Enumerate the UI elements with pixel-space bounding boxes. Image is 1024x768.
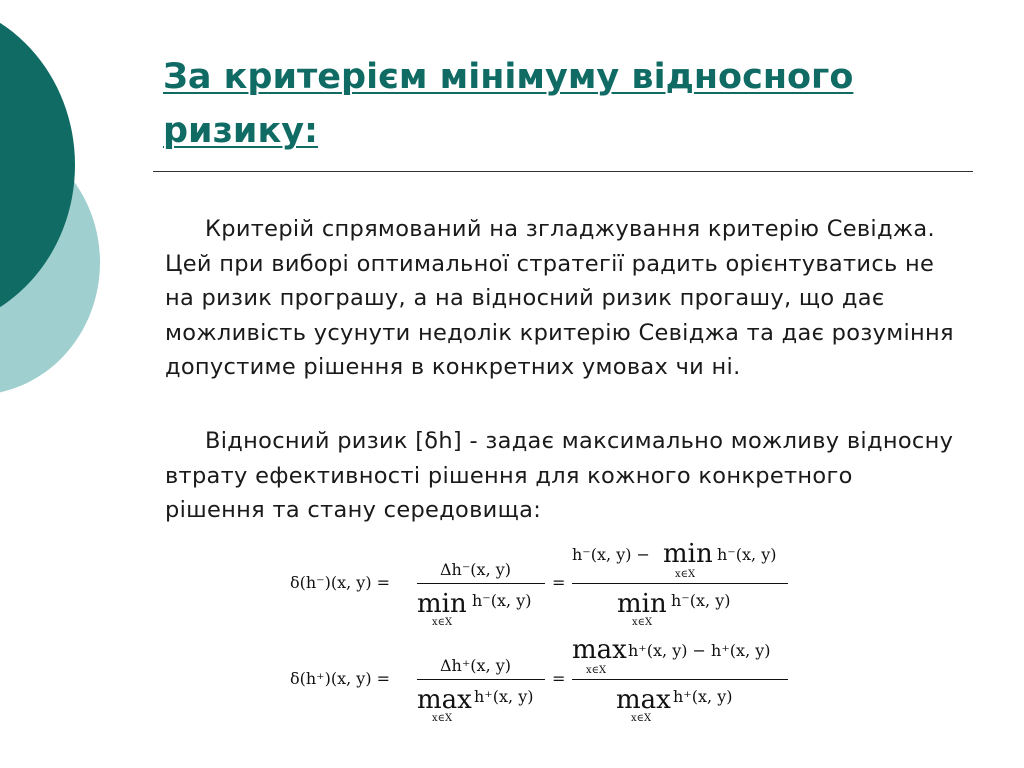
formula-relative-risk-plus (290, 636, 800, 722)
numerator-term: h⁻(x, y) (717, 545, 777, 564)
min-operator: min (617, 589, 667, 619)
title-divider (153, 171, 973, 172)
paragraph-criterion-description: Критерій спрямований на згладжування критерію Севіджа. Цей при виборі оптимальної стратегії радить орієнтуватись не на ризик програшу, а на відносний ризик прогашу, що дає можливість усунути недолік критерію Севіджа та дає розуміння допустиме рішення в конкретних умовах чи ні. (165, 216, 954, 380)
equals-sign: = (552, 573, 566, 592)
formula-relative-risk-minus (290, 540, 800, 626)
min-operator: min (663, 539, 713, 569)
min-operator: min (417, 589, 467, 619)
fraction-bar (572, 679, 788, 680)
fraction-bar (417, 679, 545, 680)
operator-subscript: x∈X (632, 617, 653, 628)
operator-subscript: x∈X (432, 617, 453, 628)
fraction-bar (572, 583, 788, 584)
fraction-denominator: h⁻(x, y) (472, 591, 532, 610)
fraction-denominator: h⁺(x, y) (673, 687, 733, 706)
operator-subscript: x∈X (432, 713, 453, 724)
max-operator: max (417, 685, 472, 715)
fraction-numerator: Δh⁺(x, y) (440, 656, 512, 675)
operator-subscript: x∈X (586, 665, 607, 676)
fraction-bar (417, 583, 545, 584)
numerator-term: h⁺(x, y) − h⁺(x, y) (628, 641, 771, 660)
slide-title: За критерієм мінімуму відносного ризику: (163, 57, 854, 151)
operator-subscript: x∈X (631, 713, 652, 724)
paragraph-relative-risk-definition: Відносний ризик [δh] - задає максимально можливу відносну втрату ефективності рішення для кожного конкретного рішення та стану середовища: (165, 428, 954, 523)
fraction-denominator: h⁻(x, y) (671, 591, 731, 610)
formula-lhs: δ(h⁺)(x, y) = (290, 669, 391, 688)
max-operator: max (572, 635, 627, 665)
max-operator: max (616, 685, 671, 715)
equals-sign: = (552, 669, 566, 688)
fraction-denominator: h⁺(x, y) (474, 687, 534, 706)
operator-subscript: x∈X (675, 569, 696, 580)
numerator-term: h⁻(x, y) − (572, 545, 650, 564)
fraction-numerator: Δh⁻(x, y) (440, 560, 512, 579)
formula-lhs: δ(h⁻)(x, y) = (290, 573, 391, 592)
